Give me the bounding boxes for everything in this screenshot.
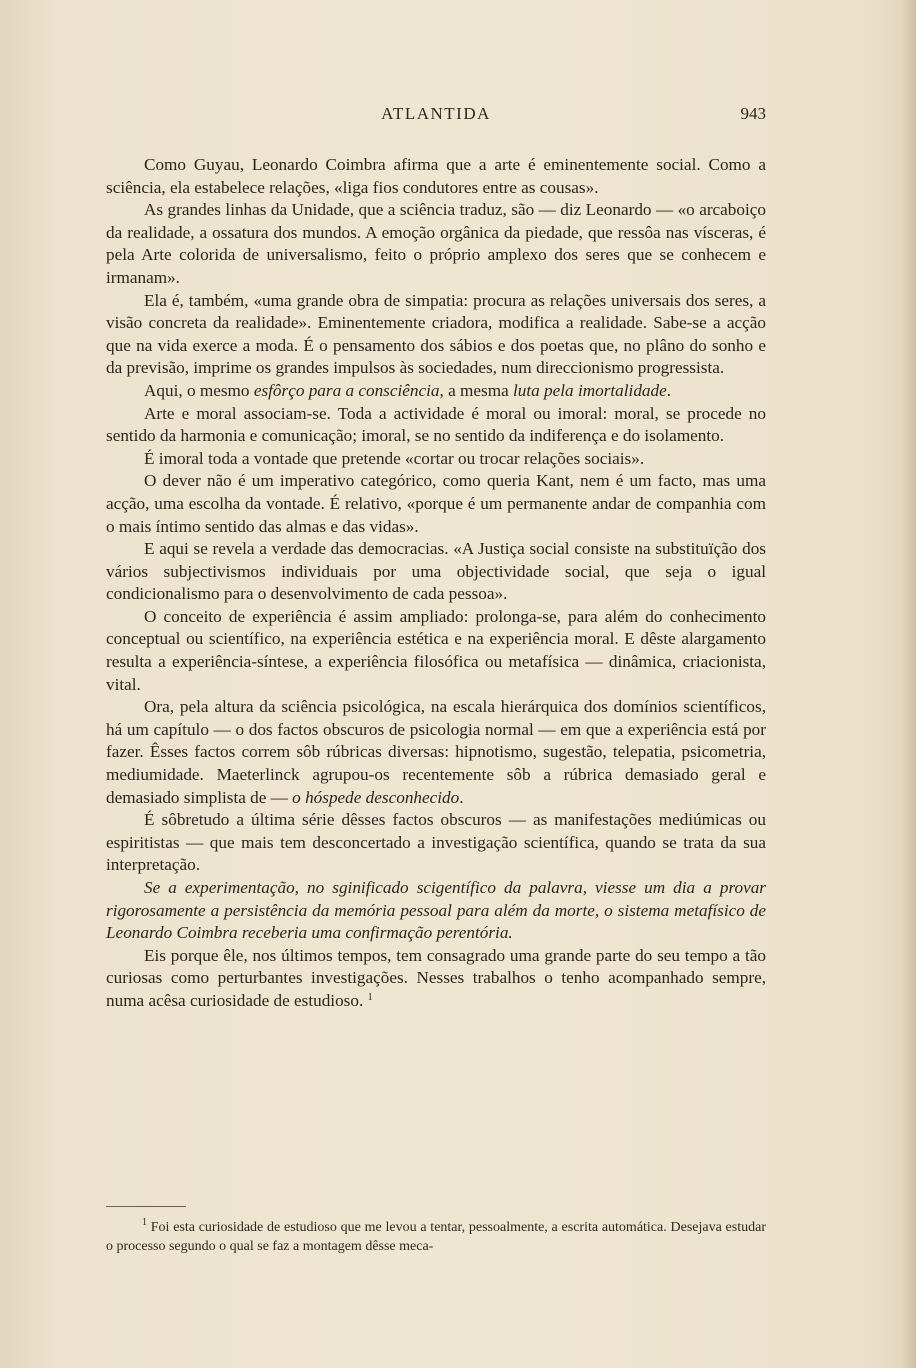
running-title: ATLANTIDA (381, 104, 491, 123)
footnote (106, 1218, 766, 1256)
paragraph (106, 290, 766, 380)
paragraph (106, 154, 766, 199)
footnote-rule (106, 1206, 186, 1207)
emphasis-text: luta pela imortalidade (513, 380, 667, 400)
paragraph (106, 538, 766, 606)
paragraph-text: Eis porque êle, nos últimos tempos, tem consagrado uma grande parte do seu tempo a tão curiosas como perturbantes investigações. Nesses trabalhos o tenho acompanhado sempre, numa acêsa curiosidade de estudioso. (106, 945, 766, 1010)
paragraph-text: Ora, pela altura da sciência psicológica, na escala hierárquica dos domínios scientíficos, há um capítulo — o dos factos obscuros de psicologia normal — em que a experiência está por fazer. Êsses factos correm sôb rúbricas diversas: hipnotismo, sugestão, telepatia, psicometria, mediumidade. Maeterlinck agrupou-os recentemente sôb a rúbrica demasiado geral e demasiado simplista de — (106, 697, 766, 807)
paragraph (106, 877, 766, 945)
footnote-text: Foi esta curiosidade de estudioso que me levou a tentar, pessoalmente, a escrita automática. Desejava estudar o processo segundo o qual se faz a montagem dêsse meca- (106, 1220, 766, 1254)
paragraph (106, 696, 766, 809)
page-header (106, 104, 766, 128)
paragraph-text: E aqui se revela a verdade das democracias. «A Justiça social consiste na substituïção dos vários subjectivismos individuais por uma objectividade social, que seja o igual condicionalismo para o desenvolvimento de cada pessoa». (106, 539, 766, 604)
paragraph-text: Aqui, o mesmo (144, 380, 254, 400)
paragraph (106, 809, 766, 877)
paragraph-text: É sôbretudo a última série dêsses factos obscuros — as manifestações mediúmicas ou espiritistas — que mais tem desconcertado a investigação scientífica, quando se trata da sua interpretação. (106, 810, 766, 875)
paragraph-text: . (666, 380, 672, 400)
body-text (106, 154, 766, 1013)
paragraph (106, 448, 766, 471)
paragraph-text: Ela é, também, «uma grande obra de simpatia: procura as relações universais dos seres, a visão concreta da realidade». Eminentemente criadora, modifica a realidade. Sabe-se a acção que na vida exerce a moda. É o pensamento dos sábios e dos poetas que, no plâno do sonho e da previsão, imprime os grandes impulsos às sociedades, num direccionismo progressista. (106, 290, 766, 378)
paragraph-text: As grandes linhas da Unidade, que a sciência traduz, são — diz Leonardo — «o arcaboiço da realidade, a ossatura dos mundos. A emoção orgânica da piedade, que ressôa nas vísceras, é pela Arte colorida de universalismo, feito o próprio amplexo dos seres que se conhecem e irmanam». (106, 200, 766, 287)
paragraph-text: O conceito de experiência é assim ampliado: prolonga-se, para além do conhecimento conceptual ou scientífico, na experiência estética e na experiência moral. E dêste alargamento resulta a experiência-síntese, a experiência filosófica ou metafísica — dinâmica, criacionista, vital. (106, 606, 766, 694)
paragraph-text: , a mesma (439, 380, 514, 400)
page-edge-shadow (902, 0, 916, 1368)
paragraph-text: Arte e moral associam-se. Toda a actividade é moral ou imoral: moral, se procede no sentido da harmonia e comunicação; imoral, se no sentido da indiferença e do isolamento. (106, 403, 766, 446)
paragraph (106, 380, 766, 403)
paragraph-text: . (459, 787, 464, 807)
page-number: 943 (740, 104, 766, 123)
footnote-number: 1 (142, 1217, 147, 1228)
emphasis-text: esfôrço para a consciência (253, 380, 440, 400)
paragraph-text: É imoral toda a vontade que pretende «cortar ou trocar relações sociais». (144, 448, 645, 468)
paragraph (106, 945, 766, 1013)
paragraph (106, 403, 766, 448)
emphasis-text: o hóspede desconhecido (292, 787, 460, 807)
paragraph (106, 470, 766, 538)
paragraph (106, 606, 766, 696)
footnotes (106, 1218, 766, 1256)
footnote-marker: 1 (367, 991, 373, 1003)
paragraph-text: Se a experimentação, no sginificado scigentífico da palavra, viesse um dia a provar rigorosamente a persistência da memória pessoal para além da morte, o sistema metafísico de Leonardo Coimbra receberia uma confirmação perentória. (106, 878, 766, 943)
paragraph-text: Como Guyau, Leonardo Coimbra afirma que a arte é eminentemente social. Como a sciência, ela estabelece relações, «liga fios condutores entre as cousas». (106, 155, 766, 197)
paragraph-text: O dever não é um imperativo categórico, como queria Kant, nem é um facto, mas uma acção, uma escolha da vontade. É relativo, «porque é um permanente andar de companhia com o mais íntimo sentido das almas e das vidas». (106, 471, 766, 536)
paragraph (106, 199, 766, 289)
